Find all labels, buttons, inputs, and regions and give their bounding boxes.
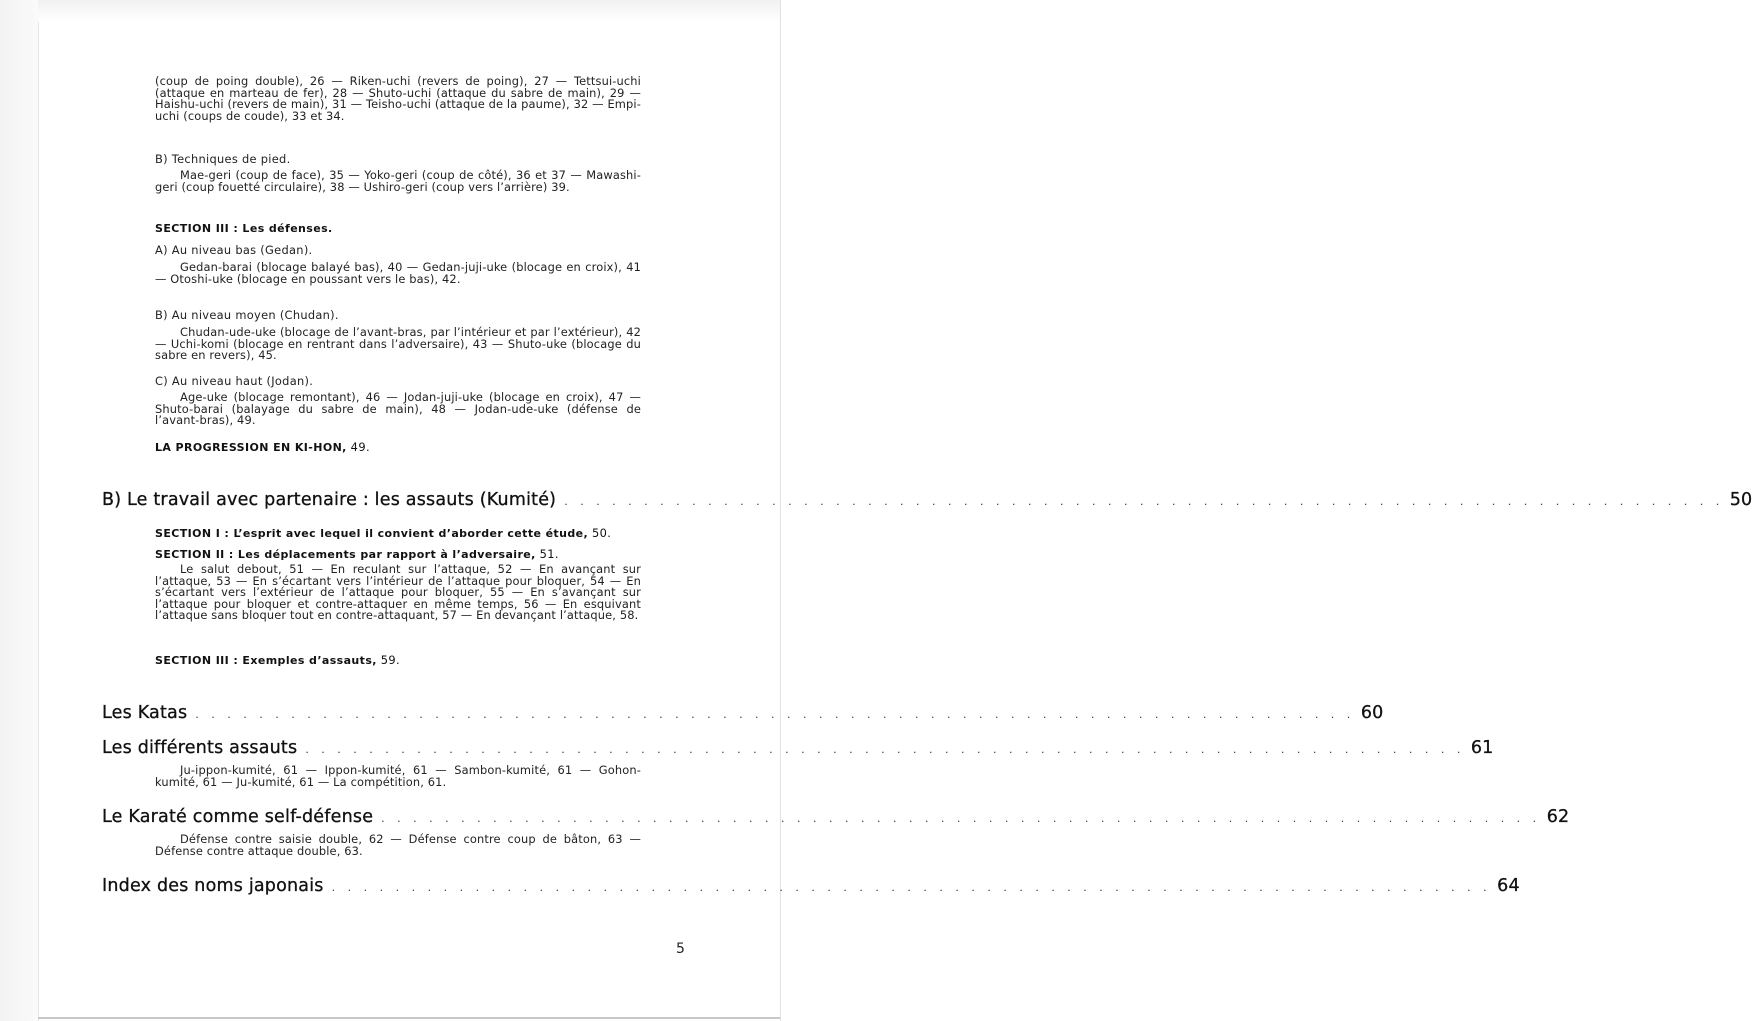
toc-entry-index[interactable] [102, 876, 1520, 896]
kumite-section-3 [155, 653, 400, 667]
toc-entry-kumite[interactable] [102, 490, 1752, 510]
toc-entry-page: 64 [1497, 876, 1520, 896]
toc-entry-page: 62 [1546, 807, 1570, 827]
page-number: 5 [676, 941, 685, 957]
chudan-heading: B) Au niveau moyen (Chudan). [155, 308, 339, 322]
toc-entry-title: Les Katas [102, 703, 188, 723]
section-3-defenses-label: SECTION III : Les défenses. [155, 222, 333, 235]
gedan-heading: A) Au niveau bas (Gedan). [155, 243, 313, 257]
foot-techniques-heading: B) Techniques de pied. [155, 152, 291, 166]
dot-leader: . . . . . . . . . . . . . . . . . . . . . . . . . . . . . . . . . . . . . . . . . . . . . . . . . . . . . . . . . . . . . . . . . . . . . . . . . [305, 743, 1465, 756]
dot-leader: . . . . . . . . . . . . . . . . . . . . . . . . . . . . . . . . . . . . . . . . . . . . . . . . . . . . . . . . . . . . . . . . . . . . . . . . . [331, 881, 1492, 894]
kumite-section-2 [155, 547, 559, 561]
toc-entry-page: 60 [1360, 703, 1384, 723]
toc-entry-title: Index des noms japonais [102, 876, 324, 896]
chudan-text: Chudan-ude-uke (blocage de l’avant-bras, par l’intérieur et par l’extérieur), 42 — Uchi-komi (blocage en rentrant dans l’adversaire), 43 — Shuto-uke (blocage du sabre en revers), 45. [155, 325, 641, 363]
jodan-heading: C) Au niveau haut (Jodan). [155, 374, 314, 388]
toc-entry-assauts[interactable] [102, 738, 1494, 758]
gedan-text: Gedan-barai (blocage balayé bas), 40 — Gedan-juji-uke (blocage en croix), 41 — Otoshi-uke (blocage en poussant vers le bas), 42. [155, 260, 641, 286]
section-label: SECTION III : Exemples d’assauts, [155, 654, 377, 667]
section-page: 51. [539, 547, 559, 561]
assauts-text: Ju-ippon-kumité, 61 — Ippon-kumité, 61 — Sambon-kumité, 61 — Gohon-kumité, 61 — Ju-kumité, 61 — La compétition, 61. [155, 763, 641, 789]
progression-ki-hon-entry [155, 440, 370, 454]
dot-leader: . . . . . . . . . . . . . . . . . . . . . . . . . . . . . . . . . . . . . . . . . . . . . . . . . . . . . . . . . . . . . . . . . . . . . . . . . [195, 708, 1355, 721]
toc-entry-title: B) Le travail avec partenaire : les assauts (Kumité) [102, 490, 557, 510]
toc-entry-title: Le Karaté comme self-défense [102, 807, 374, 827]
toc-entry-page: 61 [1470, 738, 1494, 758]
toc-entry-page: 50 [1729, 490, 1752, 510]
progression-label: LA PROGRESSION EN KI-HON, [155, 441, 347, 454]
foot-techniques-text: Mae-geri (coup de face), 35 — Yoko-geri (coup de côté), 36 et 37 — Mawashi-geri (coup fouetté circulaire), 38 — Ushiro-geri (coup vers l’arrière) 39. [155, 168, 641, 194]
section-page: 59. [380, 653, 401, 667]
section-label: SECTION I : L’esprit avec lequel il convient d’aborder cette étude, [155, 527, 589, 540]
section-label: SECTION II : Les déplacements par rapport à l’adversaire, [155, 548, 536, 561]
hand-techniques-text: (coup de poing double), 26 — Riken-uchi (revers de poing), 27 — Tettsui-uchi (attaque en marteau de fer), 28 — Shuto-uchi (attaque du sabre de main), 29 — Haishu-uchi (revers de main), 31 — Teisho-uchi (attaque de la paume), 32 — Empi-uchi (coups de coude), 33 et 34. [155, 74, 641, 123]
toc-entry-self-defense[interactable] [102, 807, 1570, 827]
section-page: 50. [591, 526, 612, 540]
kumite-section-2-text: Le salut debout, 51 — En reculant sur l’attaque, 52 — En avançant sur l’attaque, 53 — En s’écartant vers l’intérieur de l’attaque pour bloquer, 54 — En s’écartant vers l’extérieur de l’attaque pour bloquer, 55 — En s’avançant sur l’attaque pour bloquer et contre-attaquer en même temps, 56 — En esquivant l’attaque sans bloquer tout en contre-attaquant, 57 — En devançant l’attaque, 58. [155, 562, 641, 623]
section-3-defenses-heading [155, 222, 333, 235]
self-defense-text: Défense contre saisie double, 62 — Défense contre coup de bâton, 63 — Défense contre attaque double, 63. [155, 832, 641, 858]
jodan-text: Age-uke (blocage remontant), 46 — Jodan-juji-uke (blocage en croix), 47 — Shuto-barai (balayage du sabre de main), 48 — Jodan-ude-uke (défense de l’avant-bras), 49. [155, 390, 641, 428]
dot-leader: . . . . . . . . . . . . . . . . . . . . . . . . . . . . . . . . . . . . . . . . . . . . . . . . . . . . . . . . . . . . . . . . . . . . . . . . . [381, 812, 1541, 825]
progression-page: 49. [350, 440, 370, 454]
kumite-section-1 [155, 526, 611, 540]
toc-entry-katas[interactable] [102, 703, 1384, 723]
toc-entry-title: Les différents assauts [102, 738, 298, 758]
dot-leader: . . . . . . . . . . . . . . . . . . . . . . . . . . . . . . . . . . . . . . . . . . . . . . . . . . . . . . . . . . . . . . . . . . . . . . . . . [564, 495, 1724, 508]
